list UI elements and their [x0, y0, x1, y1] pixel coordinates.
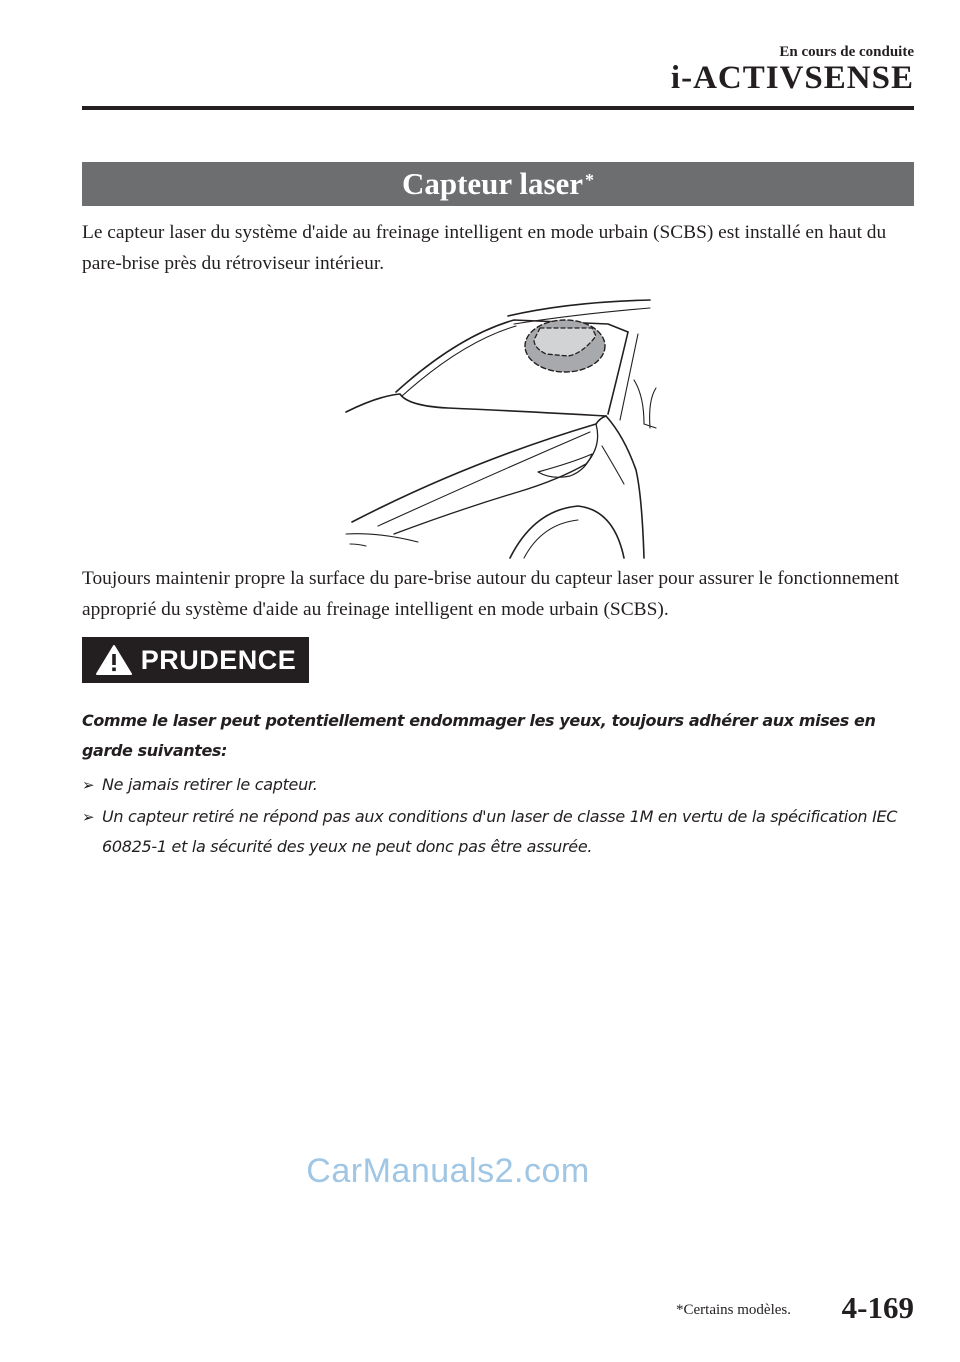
caution-lead-text: Comme le laser peut potentiellement endommager les yeux, toujours adhérer aux mises en garde suivantes:: [82, 711, 876, 760]
intro-paragraph: Le capteur laser du système d'aide au freinage intelligent en mode urbain (SCBS) est installé en haut du pare-brise près du rétroviseur intérieur.: [82, 222, 887, 274]
hood-line: [352, 416, 606, 522]
caution-banner: [82, 637, 309, 683]
wheel-arch: [510, 506, 624, 558]
header-divider: [82, 106, 914, 110]
windshield-bottom-edge: [346, 394, 606, 416]
a-pillar: [608, 332, 628, 414]
roof-line: [508, 300, 650, 316]
page-number: 4-169: [841, 1290, 914, 1325]
caution-label: PRUDENCE: [140, 644, 297, 675]
caution-list: [82, 770, 916, 864]
models-asterisk: *: [585, 169, 595, 190]
watermark: CarManuals2.com: [306, 1152, 590, 1190]
fender-line: [606, 416, 644, 558]
header-section-title: En cours de conduite: [779, 44, 914, 60]
maintenance-paragraph: Toujours maintenir propre la surface du pare-brise autour du capteur laser pour assurer le fonctionnement approprié du système d'aide au freinage intelligent en mode urbain (SCBS).: [82, 568, 900, 620]
warning-triangle-icon: [95, 644, 133, 676]
section-title-bar: [82, 162, 914, 206]
caution-item: [82, 770, 916, 800]
windshield-laser-sensor-illustration: [338, 296, 658, 560]
footnote: *Certains modèles.: [676, 1302, 791, 1318]
caution-item: [82, 802, 916, 862]
section-title: Capteur laser: [401, 166, 584, 201]
arrow-bullet-icon: ➢: [82, 776, 95, 794]
header-chapter-title: i-ACTIVSENSE: [670, 60, 914, 96]
arrow-bullet-icon: ➢: [82, 808, 95, 826]
caution-item-text: Ne jamais retirer le capteur.: [102, 775, 318, 794]
caution-item-text: Un capteur retiré ne répond pas aux conditions d'un laser de classe 1M en vertu de la spécification IEC 60825-1 et la sécurité des yeux ne peut donc pas être assurée.: [102, 807, 898, 856]
